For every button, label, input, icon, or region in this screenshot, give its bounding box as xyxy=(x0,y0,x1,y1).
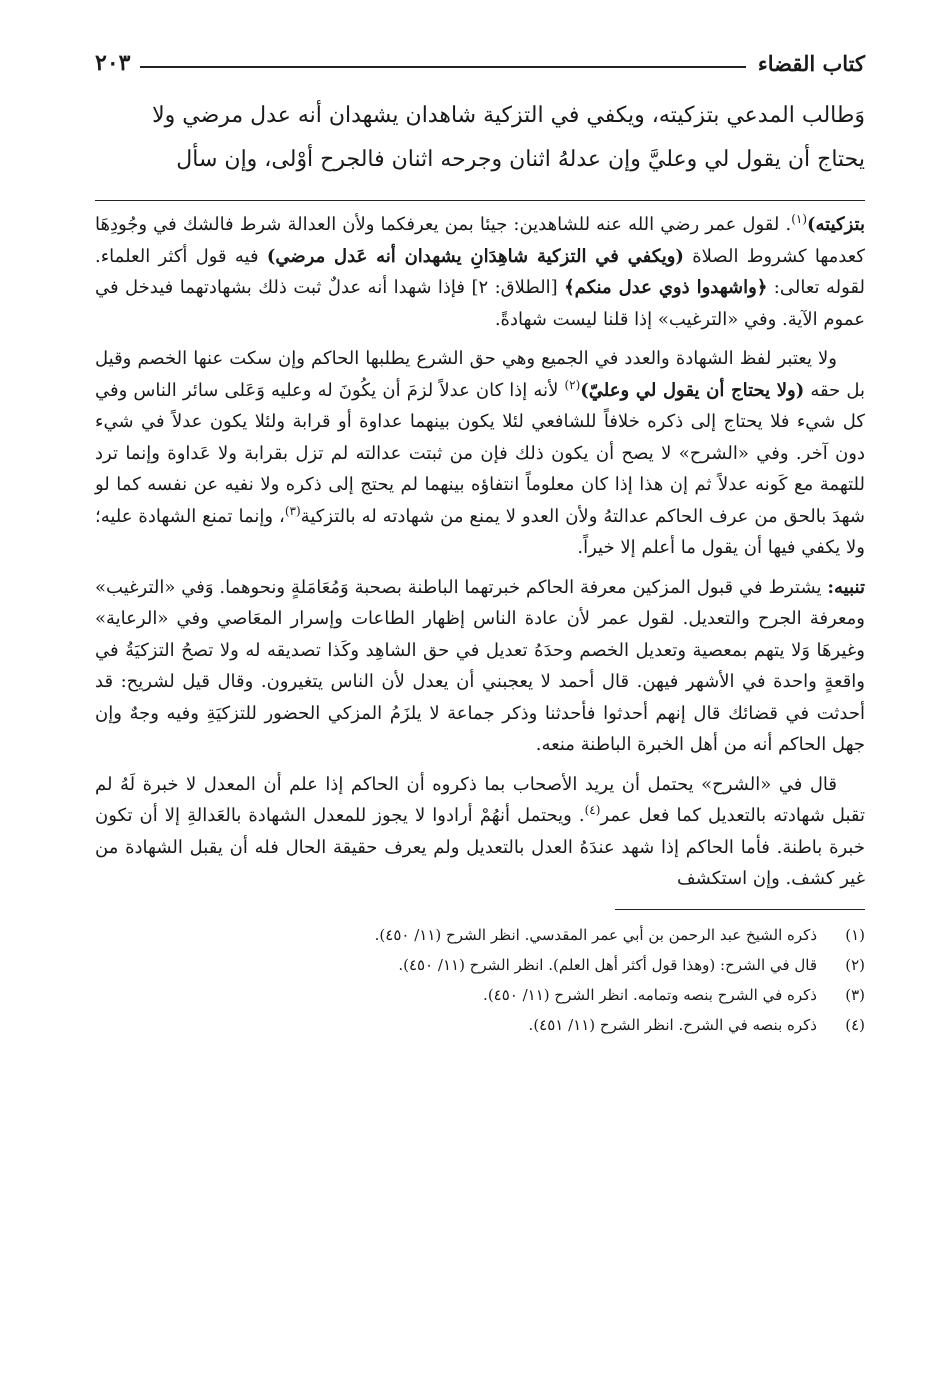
commentary-text: ولا يعتبر لفظ الشهادة والعدد في الجميع وهي حق الشرع يطلبها الحاكم وإن سكت عنها الخصم وقيل بل حقه xyxy=(95,348,866,401)
page-number: ٢٠٣ xyxy=(95,50,131,76)
chapter-title: كتاب القضاء xyxy=(757,51,865,76)
commentary-text: فيه قول أكثر العلماء. لقوله تعالى: xyxy=(95,245,865,298)
footnote-text: ذكره بنصه في الشرح. انظر الشرح (١١/ ٤٥١). xyxy=(528,1015,817,1034)
footnote-number: (٣) xyxy=(845,985,865,1004)
footnote-ref-1[interactable]: (١) xyxy=(791,212,808,226)
header-rule xyxy=(140,66,745,68)
commentary-paragraph-2 xyxy=(95,343,865,564)
commentary-text: . لقول عمر رضي الله عنه للشاهدين: جيئا بمن يعرفكما ولأن العدالة شرط فالشك في وجُودِهَا كعدمها كشروط الصلاة xyxy=(95,214,866,267)
commentary-text: ، وإنما تمنع الشهادة عليه؛ ولا يكفي فيها أن يقول ما أعلم إلا خيراً. xyxy=(95,505,865,558)
quran-verse: ﴿واشهدوا ذوي عدل منكم﴾ xyxy=(564,277,768,298)
quoted-matn: (ولا يحتاج أن يقول لي وعليّ) xyxy=(580,379,805,401)
commentary-paragraph-4 xyxy=(95,769,865,895)
commentary xyxy=(95,209,865,895)
main-text xyxy=(95,94,865,182)
footnote-number: (٢) xyxy=(845,955,865,974)
footnotes xyxy=(95,920,865,1040)
commentary-text: . ويحتمل أنهُمْ أرادوا لا يجوز للمعدل الشهادة بالعَدالةِ إلا أن تكون خبرة باطنة. فأما الحاكم إذا شهد عندَهُ العدل بالتعديل ولم يعرف حقيقة الحال فله أن يقبل الشهادة من غير كشف. وإن استكشف xyxy=(95,805,865,889)
footnote-text: ذكره في الشرح بنصه وتمامه. انظر الشرح (١١/ ٤٥٠). xyxy=(483,985,817,1004)
footnote-item xyxy=(95,980,865,1010)
book-page xyxy=(95,40,865,1040)
commentary-text: [الطلاق: ٢] فإذا شهدا أنه عدلٌ ثبت ذلك بشهادتهما فيدخل في عموم الآية. وفي «الترغيب» إذا قلنا ليست شهادةً. xyxy=(95,277,865,330)
footnote-ref-2[interactable]: (٢) xyxy=(564,377,581,392)
main-text-line-2: يحتاج أن يقول لي وعليَّ وإن عدلهُ اثنان وجرحه اثنان فالجرح أوْلى، وإن سأل xyxy=(176,147,865,172)
footnote-item xyxy=(95,950,865,980)
footnote-text: قال في الشرح: (وهذا قول أكثر أهل العلم). انظر الشرح (١١/ ٤٥٠). xyxy=(398,955,817,974)
footnote-number: (١) xyxy=(845,925,865,944)
commentary-text: قال في «الشرح» يحتمل أن يريد الأصحاب بما ذكروه أن الحاكم إذا علم أن المعدل لا خبرة لَهُ لم تقبل شهادته بالتعديل كما فعل عمر xyxy=(95,773,865,826)
commentary-separator xyxy=(95,200,865,201)
footnote-ref-4[interactable]: (٤) xyxy=(584,803,601,817)
commentary-paragraph-1 xyxy=(95,209,865,335)
footnote-item xyxy=(95,920,865,950)
footnote-ref-3[interactable]: (٣) xyxy=(284,503,301,518)
commentary-text: يشترط في قبول المزكين معرفة الحاكم خبرتهما الباطنة بصحبة وَمُعَامَلةٍ ونحوهما. وَفي «الترغيب» ومعرفة الجرح والتعديل. لقول عمر لأن عادة الناس إظهار الطاعات وإسرار المعَاصي وفي «الرعاية» وغيرهَا وَلا يتهم بمعصية وتعديل الخصم وحدَهُ تعديل في حق الشاهِد وكَذا تصديقه له ولا تصحُ التزكيَةُ في واقعةٍ واحدة في الأشهر فيهن. قال أحمد لا يعجبني أن يعدل لأن الناس يتغيرون. وقال قيل لشريح: قد أحدثت في قضائك قال إنهم أحدثوا فأحدثنا وذكر جماعة لا يلزَمُ المزكي الحضور للتزكيَةِ وفيه وجهٌ وإن جهل الحاكم أنه من أهل الخبرة الباطنة منعه. xyxy=(95,576,866,755)
footnote-text: ذكره الشيخ عبد الرحمن بن أبي عمر المقدسي. انظر الشرح (١١/ ٤٥٠). xyxy=(374,925,817,944)
footnote-separator xyxy=(615,909,865,910)
main-text-line-1: وَطالب المدعي بتزكيته، ويكفي في التزكية شاهدان يشهدان أنه عدل مرضي ولا xyxy=(152,103,865,128)
quoted-matn: (ويكفي في التزكية شاهِدَانِ يشهدان أنه عَدل مرضي) xyxy=(266,245,684,267)
footnote-number: (٤) xyxy=(845,1015,865,1034)
notice-label: تنبيه: xyxy=(827,576,865,598)
running-header xyxy=(95,40,865,76)
quoted-matn: بتزكيته) xyxy=(807,214,865,235)
footnote-item xyxy=(95,1010,865,1040)
commentary-paragraph-3 xyxy=(95,572,865,761)
commentary-text: لأنه إذا كان عدلاً لزمَ أن يكُونَ له وعليه وَعَلى سائر الناس وفي كل شيء فلا يحتاج إلى ذكره خلافاً للشافعي لئلا يكون بينهما عداوة أو قرابة ولئلا يكون عدلاً في شيء دون آخر. وفي «الشرح» لا يصح أن يكون ذلك فإن من ثبتت عدالته لم تزل بقرابة ولا عَداوة وإنما ترد للتهمة مع كَونه عدلاً ثم إن هذا إذا كان معلوماً انتفاؤه بينهما لم يحتج إلى ذكره ولا نفيه عن نفسه كما لو شهدَ بالحق من عرف الحاكم عدالتهُ ولأن العدو لا يمنع من شهادته له بالتزكية xyxy=(95,379,865,527)
